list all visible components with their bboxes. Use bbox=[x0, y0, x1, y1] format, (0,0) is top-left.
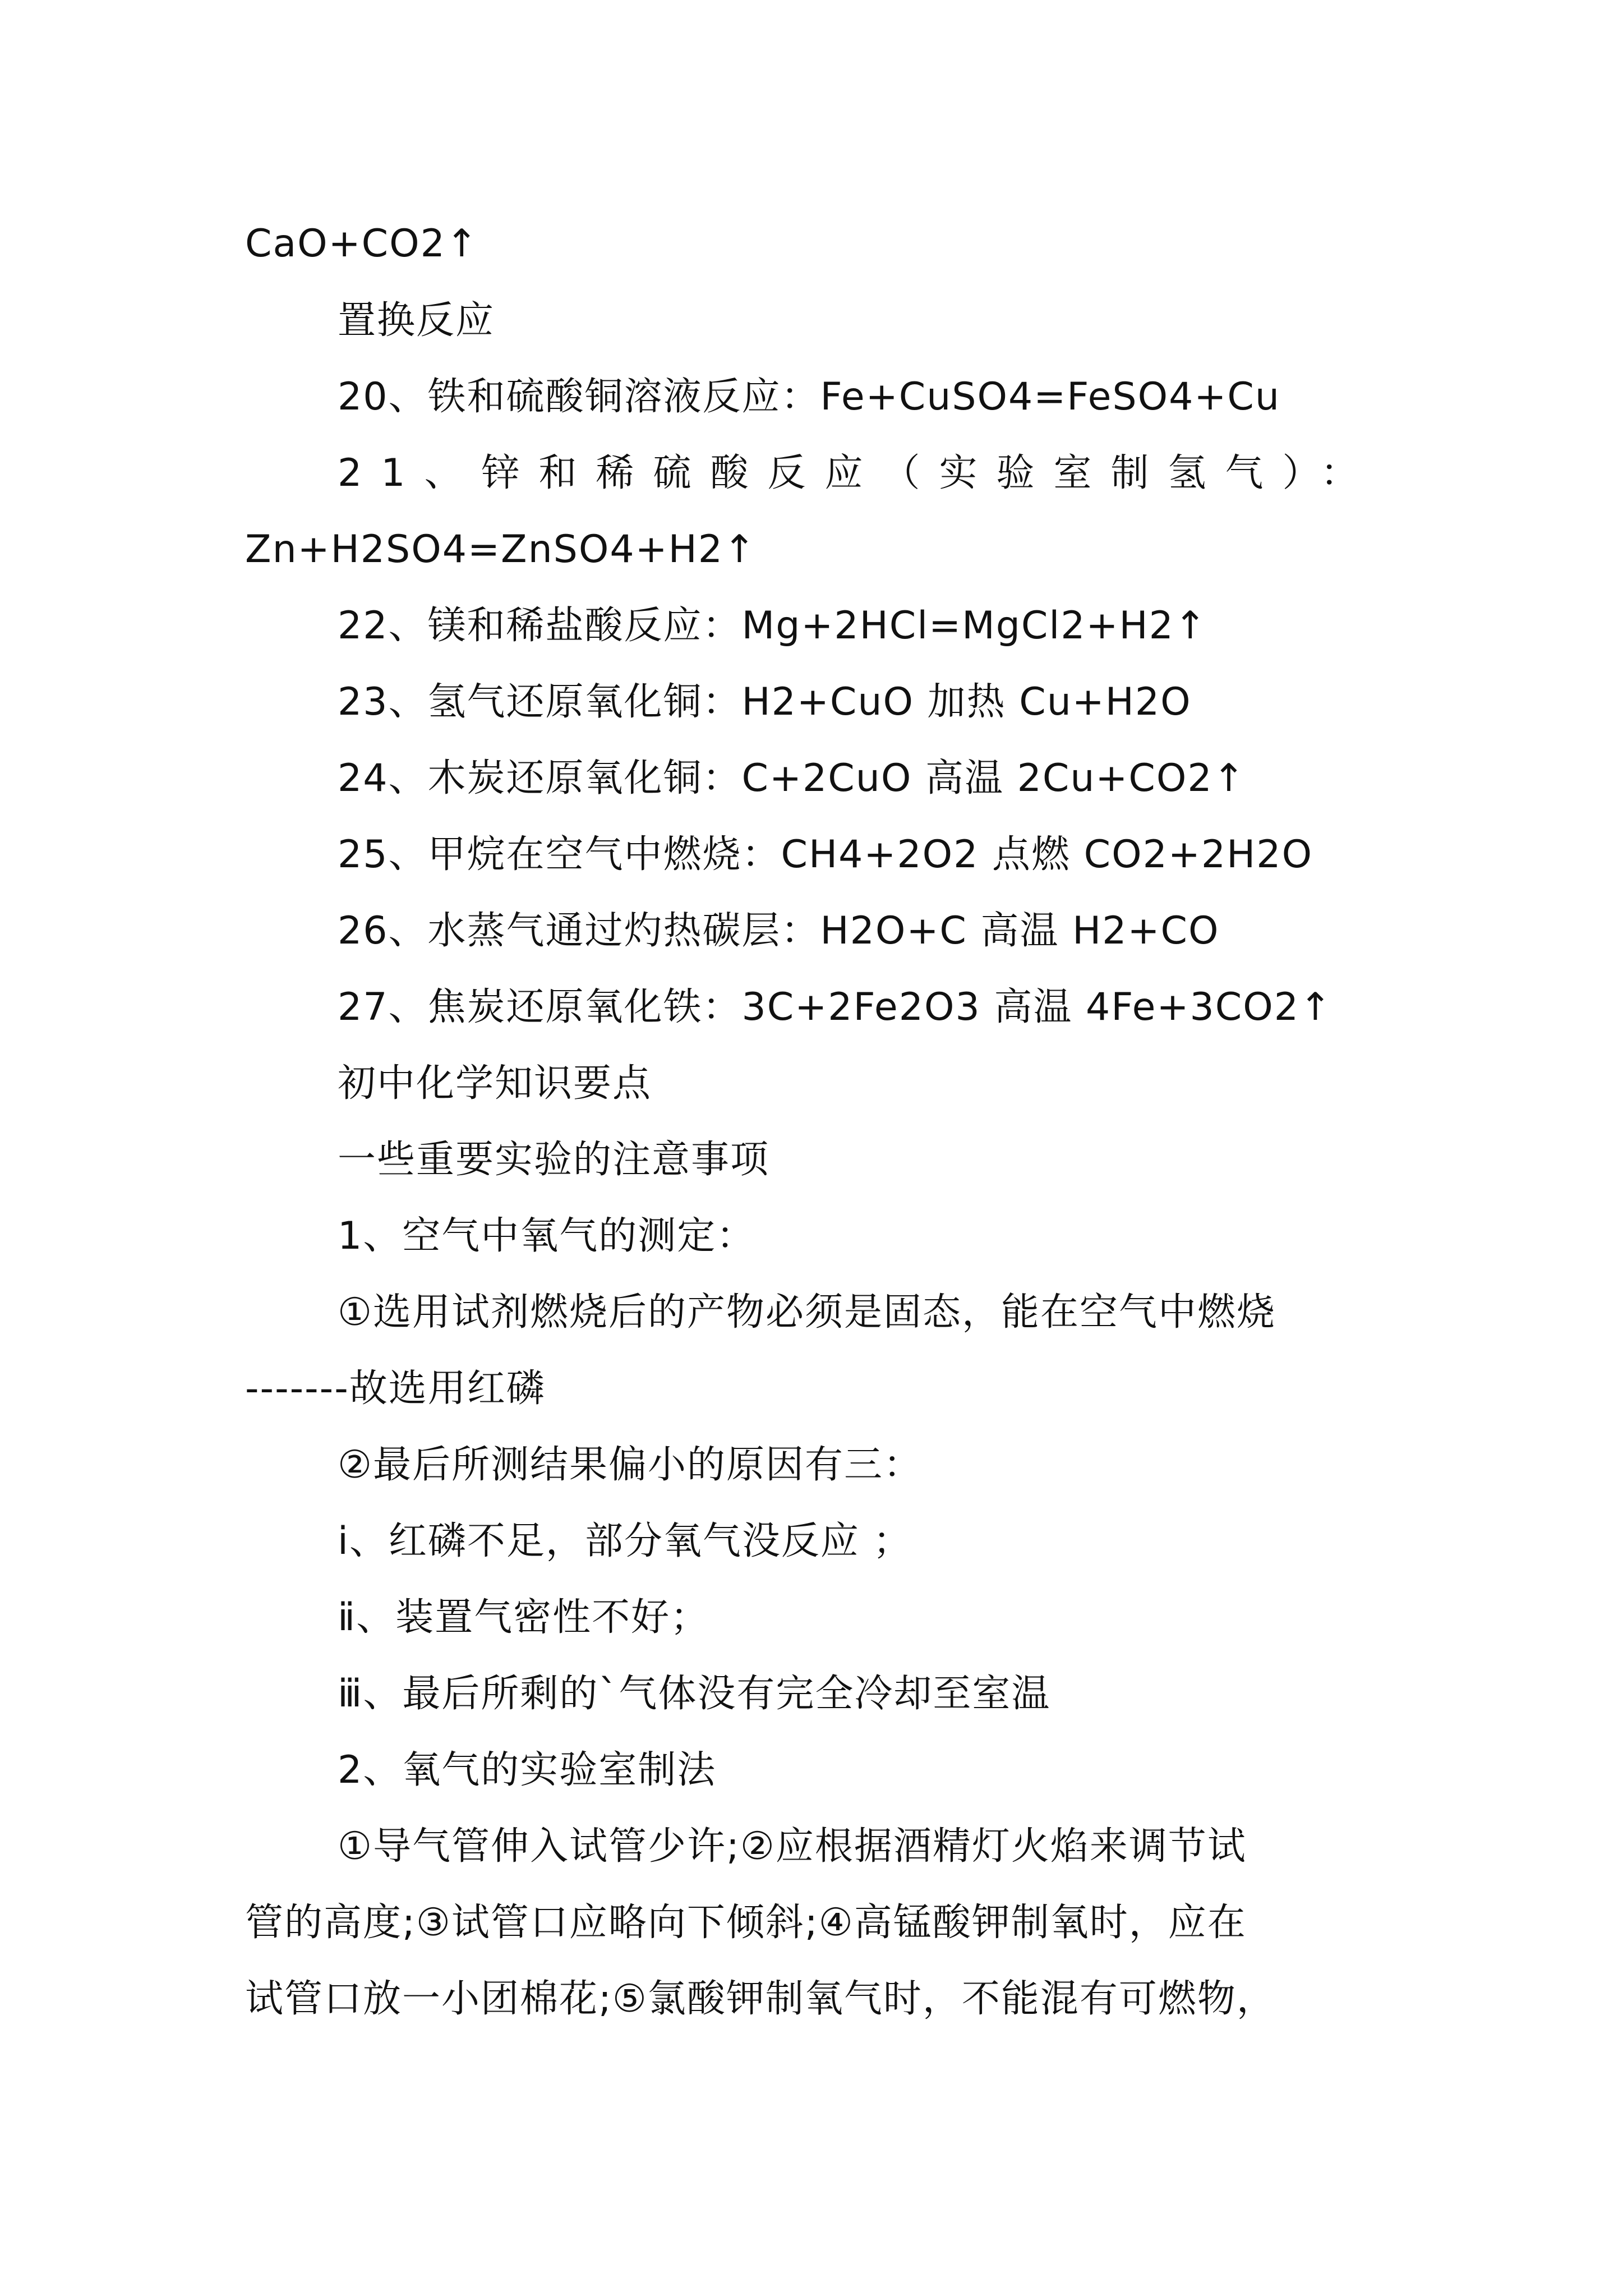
text-line-11: 27、焦炭还原氧化铁：3C+2Fe2O3 高温 4Fe+3CO2↑ bbox=[338, 985, 1333, 1029]
text-line-23: 管的高度;③试管口应略向下倾斜;④高锰酸钾制氧时，应在 bbox=[245, 1901, 1247, 1945]
text-line-18: ⅰ、红磷不足，部分氧气没反应 ； bbox=[338, 1519, 912, 1563]
text-line-21: 2、氧气的实验室制法 bbox=[338, 1748, 717, 1792]
text-line-6: 22、镁和稀盐酸反应：Mg+2HCl=MgCl2+H2↑ bbox=[338, 604, 1207, 648]
section-heading: 初中化学知识要点 bbox=[338, 1061, 652, 1106]
text-line-24: 试管口放一小团棉花;⑤氯酸钾制氧气时，不能混有可燃物， bbox=[245, 1977, 1276, 2021]
text-line-14: 1、空气中氧气的测定： bbox=[338, 1214, 756, 1258]
text-line-16: -------故选用红磷 bbox=[245, 1366, 546, 1411]
text-line-9: 25、甲烷在空气中燃烧：CH4+2O2 点燃 CO2+2H2O bbox=[338, 832, 1313, 877]
text-line-17: ②最后所测结果偏小的原因有三： bbox=[338, 1443, 923, 1487]
text-line-19: ⅱ、装置气密性不好； bbox=[338, 1595, 710, 1640]
text-line-20: ⅲ、最后所剩的`气体没有完全冷却至室温 bbox=[338, 1672, 1051, 1716]
text-line-7: 23、氢气还原氧化铜：H2+CuO 加热 Cu+H2O bbox=[338, 680, 1192, 724]
text-line-2: 置换反应 bbox=[338, 298, 495, 343]
text-line-22: ①导气管伸入试管少许;②应根据酒精灯火焰来调节试 bbox=[338, 1824, 1247, 1869]
subsection-heading: 一些重要实验的注意事项 bbox=[338, 1138, 770, 1182]
text-line-8: 24、木炭还原氧化铜：C+2CuO 高温 2Cu+CO2↑ bbox=[338, 756, 1246, 800]
text-line-5: Zn+H2SO4=ZnSO4+H2↑ bbox=[245, 527, 757, 572]
text-line-4: 21、锌和稀硫酸反应（实验室制氢气）： bbox=[338, 451, 1378, 495]
text-line-15: ①选用试剂燃烧后的产物必须是固态，能在空气中燃烧 bbox=[338, 1290, 1276, 1335]
text-line-10: 26、水蒸气通过灼热碳层：H2O+C 高温 H2+CO bbox=[338, 909, 1220, 953]
text-line-3: 20、铁和硫酸铜溶液反应：Fe+CuSO4=FeSO4+Cu bbox=[338, 375, 1280, 419]
text-line-1: CaO+CO2↑ bbox=[245, 222, 479, 266]
